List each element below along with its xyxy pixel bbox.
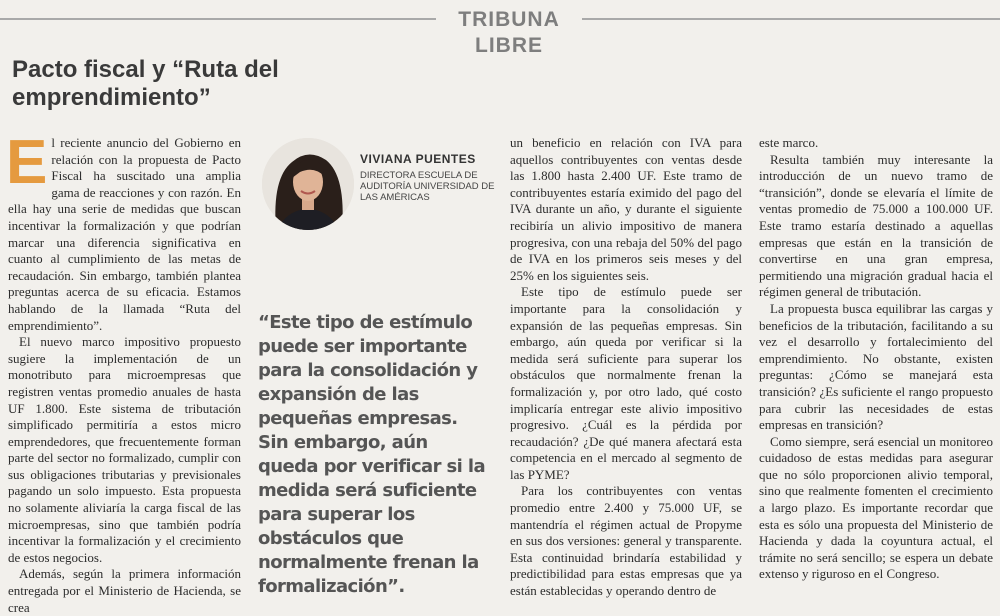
author-portrait-image xyxy=(262,138,354,230)
paragraph: Este tipo de estímulo puede ser importante para la consolidación y expansión de las pequeñas empresas. Sin embargo, aún queda por verificar si la medida será suficiente para superar los obstáculos que normalmente frenan la formalización y, por otro lado, qué costo implicaría entregar este alivio impositivo progresivo. ¿Cuál es la pérdida por recaudación? ¿De qué manera afectará esta competencia en el mercado al segmento de las PYME? xyxy=(510,284,742,482)
headline: Pacto fiscal y “Ruta del emprendimiento” xyxy=(12,56,279,111)
header-rule-left xyxy=(0,18,436,20)
article-column-2 xyxy=(510,135,742,600)
paragraph: un beneficio en relación con IVA para aquellos contribuyentes con ventas desde las 1.800 hasta 2.400 UF. Este tramo de contribuyentes estaría eximido del pago del IVA durante un año, y durante el siguiente recibiría un alivio impositivo de manera progresiva, con una rebaja del 50% del pago de IVA en los primeros seis meses y del 25% en los siguientes seis. xyxy=(510,135,742,283)
drop-cap: E xyxy=(6,128,48,197)
article-column-1 xyxy=(6,128,241,616)
pull-quote: “Este tipo de estímulo puede ser importante para la consolidación y expansión de las pequeñas empresas. Sin embargo, aún queda por verificar si la medida será suficiente para superar los obstáculos que normalmente frenan la formalización”. xyxy=(258,312,486,597)
author-photo xyxy=(262,138,354,230)
author-name: VIVIANA PUENTES xyxy=(360,152,476,166)
paragraph: Como siempre, será esencial un monitoreo cuidadoso de estas medidas para asegurar que no sólo proporcionen alivio temporal, sino que realmente fomenten el crecimiento a largo plazo. Es importante recordar que esta es sólo una propuesta del Ministerio de Hacienda y dada la coyuntura actual, el trámite no será sencillo; se espera un debate extenso y riguroso en el Congreso. xyxy=(759,433,993,582)
paragraph: Además, según la primera información entregada por el Ministerio de Hacienda, se crea xyxy=(8,566,241,615)
paragraph: l reciente anuncio del Gobierno en relación con la propuesta de Pacto Fiscal ha suscitado una amplia gama de reacciones y con razón. En ella hay una serie de medidas que buscan incentivar la formalización y que podrían marcar una diferencia significativa en cuanto al cumplimiento de las metas de recaudación. Sin embargo, también plantea preguntas acerca de su eficacia. Estamos hablando de la llamada “Ruta del emprendimiento”. xyxy=(8,135,241,333)
paragraph: Resulta también muy interesante la introducción de un nuevo tramo de “transición”, donde se elevaría el límite de ventas promedio de 75.000 a 100.000 UF. Este tramo estaría destinado a aquellas empresas que están en la transición de convertirse en una gran empresa, permitiendo una migración gradual hacia el régimen general de tributación. xyxy=(759,151,993,300)
paragraph: Para los contribuyentes con ventas promedio entre 2.400 y 75.000 UF, se mantendría el régimen actual de Propyme en sus dos versiones: general y transparente. Esta continuidad brindaría estabilidad y predictibilidad para estas empresas que ya están establecidas y operando dentro de xyxy=(510,483,742,599)
author-role: DIRECTORA ESCUELA DE AUDITORÍA UNIVERSIDAD DE LAS AMÉRICAS xyxy=(360,170,495,203)
paragraph: La propuesta busca equilibrar las cargas y beneficios de la tributación, facilitando a su vez el desarrollo y fortalecimiento del emprendimiento. No obstante, existen preguntas: ¿Cómo se manejará esta transición? ¿Es suficiente el rango propuesto para cubrir las necesidades de estas empresas en transición? xyxy=(759,300,993,433)
section-label: TRIBUNA LIBRE xyxy=(440,7,578,33)
article-column-3 xyxy=(759,135,993,583)
paragraph: El nuevo marco impositivo propuesto sugiere la implementación de un monotributo para microempresas que registren ventas promedio anuales de hasta UF 1.800. Este sistema de tributación simplificado permitiría a estos micro emprendedores, que frecuentemente forman parte del sector no formalizado, cumplir con sus obligaciones tributarias y previsionales pagando un solo impuesto. Esta propuesta no solamente aliviaría la carga fiscal de las microempresas, sino que también podría incentivar la formalización y el crecimiento de estos negocios. xyxy=(8,334,241,565)
header-rule-right xyxy=(582,18,1000,20)
paragraph: este marco. xyxy=(759,135,819,150)
